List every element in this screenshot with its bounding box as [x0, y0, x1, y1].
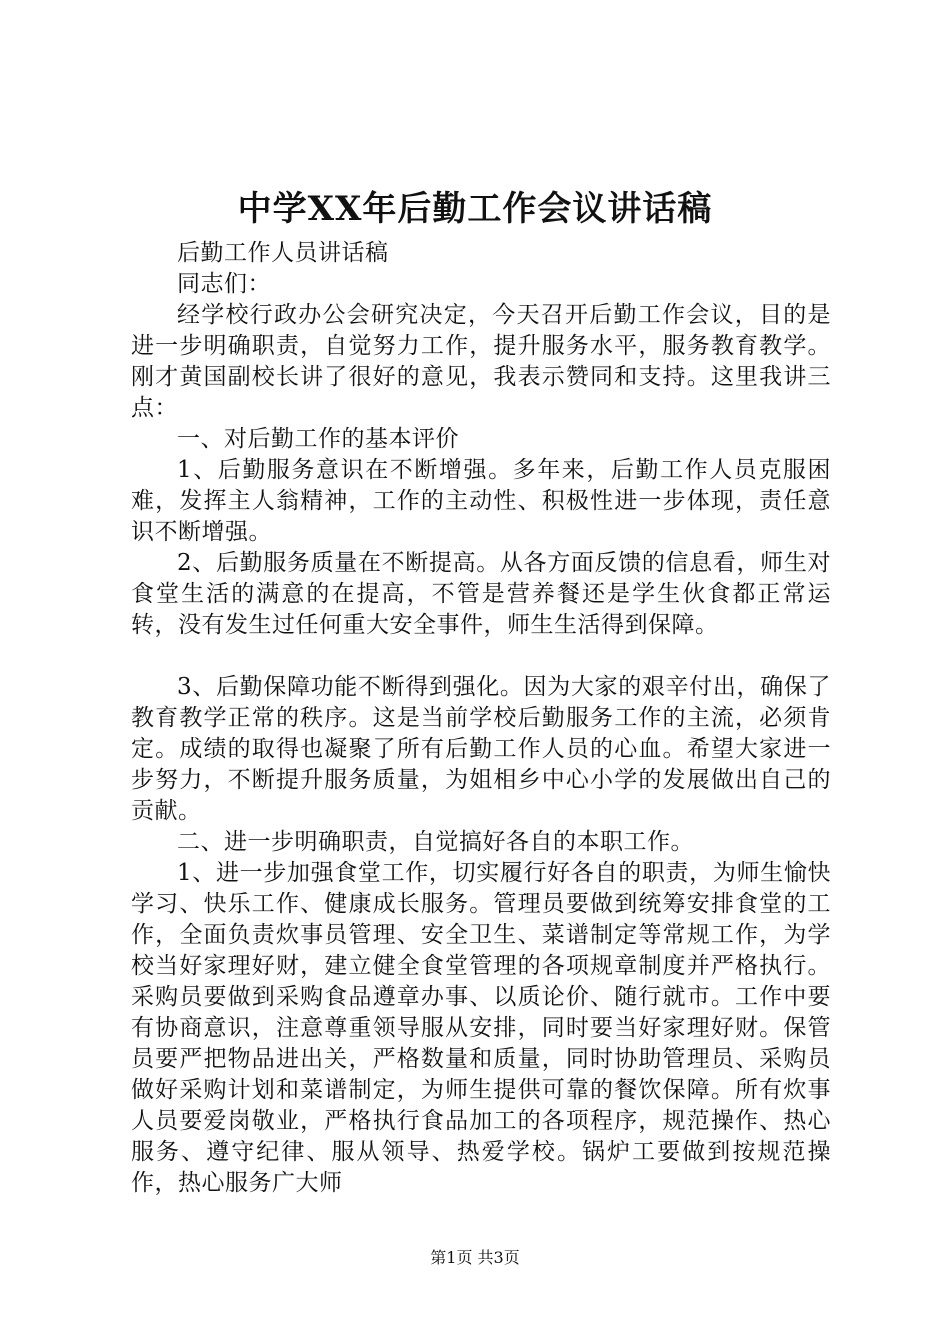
document-body	[131, 238, 831, 1199]
section-heading-2: 二、进一步明确职责，自觉搞好各自的本职工作。	[177, 829, 694, 855]
paragraph-point-1: 1、后勤服务意识在不断增强。多年来，后勤工作人员克服困难，发挥主人翁精神，工作的主动性、积极性进一步体现，责任意识不断增强。	[131, 457, 831, 545]
document-title: 中学XX年后勤工作会议讲话稿	[237, 189, 713, 229]
page-footer: 第1页 共3页	[430, 1248, 520, 1267]
paragraph-point-2: 2、后勤服务质量在不断提高。从各方面反馈的信息看，师生对食堂生活的满意的在提高，不管是营养餐还是学生伙食都正常运转，没有发生过任何重大安全事件，师生生活得到保障。	[131, 550, 831, 638]
paragraph-point-3: 3、后勤保障功能不断得到强化。因为大家的艰辛付出，确保了教育教学正常的秩序。这是当前学校后勤服务工作的主流，必须肯定。成绩的取得也凝聚了所有后勤工作人员的心血。希望大家进一步努力，不断提升服务质量，为姐相乡中心小学的发展做出自己的贡献。	[131, 674, 831, 824]
paragraph-canteen-duties: 1、进一步加强食堂工作，切实履行好各自的职责，为师生愉快学习、快乐工作、健康成长服务。管理员要做到统筹安排食堂的工作，全面负责炊事员管理、安全卫生、菜谱制定等常规工作，为学校当好家理好财，建立健全食堂管理的各项规章制度并严格执行。采购员要做到采购食品遵章办事、以质论价、随行就市。工作中要有协商意识，注意尊重领导服从安排，同时要当好家理好财。保管员要严把物品进出关，严格数量和质量，同时协助管理员、采购员做好采购计划和菜谱制定，为师生提供可靠的餐饮保障。所有炊事人员要爱岗敬业，严格执行食品加工的各项程序，规范操作、热心服务、遵守纪律、服从领导、热爱学校。锅炉工要做到按规范操作，热心服务广大师	[131, 860, 831, 1196]
section-heading-1: 一、对后勤工作的基本评价	[177, 426, 459, 452]
paragraph-salutation: 同志们：	[177, 271, 271, 297]
paragraph-subtitle: 后勤工作人员讲话稿	[177, 240, 389, 266]
paragraph-intro: 经学校行政办公会研究决定，今天召开后勤工作会议，目的是进一步明确职责，自觉努力工作，提升服务水平，服务教育教学。刚才黄国副校长讲了很好的意见，我表示赞同和支持。这里我讲三点：	[131, 302, 831, 421]
